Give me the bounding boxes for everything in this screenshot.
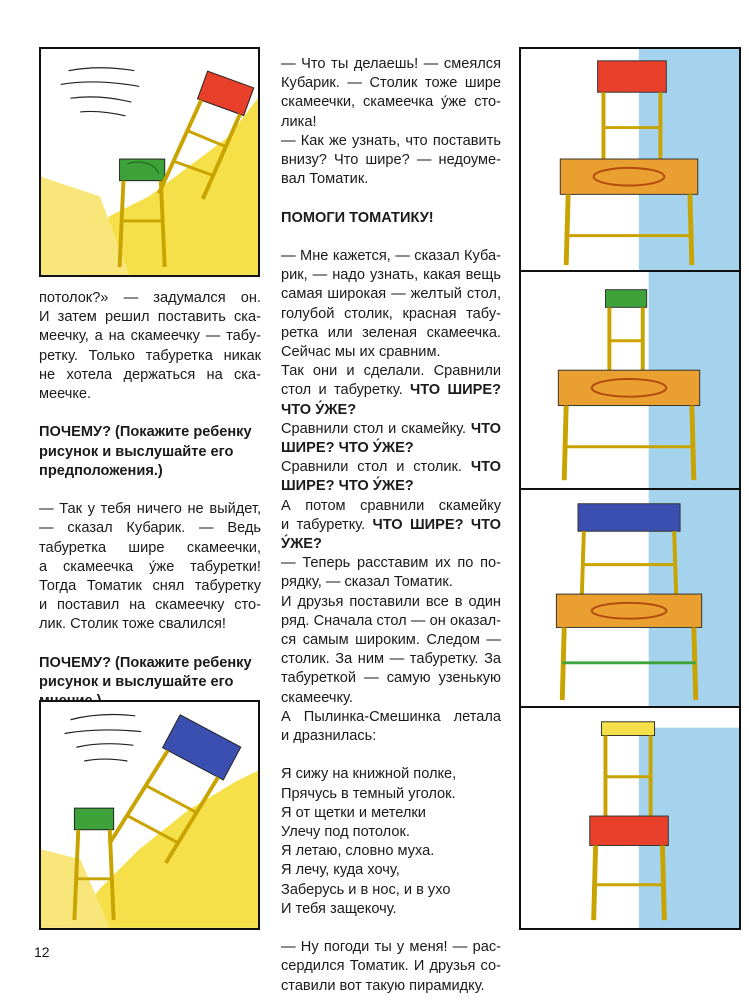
text-line: лика! (281, 113, 317, 130)
illustration-stool-chair-falling (39, 47, 260, 277)
chair-on-chair-scene (521, 708, 739, 928)
text-line: скамеечки, скамеечка у́же сто- (281, 94, 501, 111)
text-line: рик, — надо узнать, какая вещь (281, 267, 501, 284)
text-line: — Как же узнать, что поставить (281, 132, 501, 149)
text-line: ся самым широким. Следом — (281, 632, 501, 649)
speed-lines-icon (61, 68, 140, 116)
question-line: ШИРЕ? ЧТО У́ЖЕ? (281, 440, 414, 457)
text-line (281, 420, 501, 439)
text-line: ряд. Сначала стол — он оказал- (281, 612, 501, 629)
question-line: У́ЖЕ? (281, 536, 322, 553)
poem-line: Я летаю, словно муха. (281, 843, 435, 860)
text-span: и табуретку. (281, 516, 373, 533)
text-line: лик. Столик тоже свалился! (39, 616, 226, 633)
poem-line: Заберусь и в нос, и в ухо (281, 881, 451, 898)
falling-chair-scene (41, 49, 258, 275)
text-line (281, 458, 501, 477)
text-line: ретку. Только табуретка никак (39, 347, 261, 364)
side-table-on-table-scene (521, 490, 739, 706)
text-line: голубой столик, красная табу- (281, 305, 501, 322)
text-line: внизу? Что шире? — недоуме- (281, 152, 501, 169)
question-span: ЧТО ШИРЕ? ЧТО (372, 516, 501, 533)
question-line: рисунок и выслушайте его (39, 674, 234, 691)
left-column-text (39, 289, 261, 711)
text-span: стол и табуретку. (281, 382, 410, 399)
chair-on-table-scene (521, 49, 739, 270)
text-line: Тогда Томатик снял табуретку (39, 578, 261, 595)
poem-line: Я лечу, куда хочу, (281, 862, 400, 879)
text-line: — Теперь расставим их по по- (281, 555, 501, 572)
middle-column-text (281, 55, 501, 996)
question-span: ЧТО ШИРЕ? (409, 382, 501, 399)
falling-blue-chair-scene (41, 702, 258, 928)
panel-chair-on-chair (519, 706, 741, 930)
page-number: 12 (34, 944, 50, 960)
text-line: не хотела держаться на ска- (39, 366, 261, 383)
poem-line: Я сижу на книжной полке, (281, 766, 457, 783)
text-line: и дразнилась: (281, 728, 377, 745)
poem-line: Улечу под потолок. (281, 824, 410, 841)
speed-lines-icon (65, 715, 142, 761)
question-span: ЧТО (470, 420, 501, 437)
text-line: скамеечку. (281, 689, 353, 706)
text-line: табуреткой — самую узенькую (281, 670, 501, 687)
question-line: предположения.) (39, 462, 163, 479)
text-line: вал Томатик. (281, 171, 369, 188)
panel-stool-on-table (519, 270, 741, 490)
text-line: — Что ты делаешь! — смеялся (281, 56, 501, 72)
text-span: Сравнили стол и скамейку. (281, 420, 471, 437)
panel-side-table-on-table (519, 488, 741, 708)
text-line: — Ну погоди ты у меня! — рас- (281, 939, 501, 956)
text-line: Сейчас мы их сравним. (281, 344, 441, 361)
text-line: ретка или зеленая скамеечка. (281, 324, 501, 341)
panel-chair-on-table (519, 47, 741, 272)
text-line (281, 381, 501, 400)
text-line: меечке. (39, 386, 92, 403)
question-line: рисунок и выслушайте его (39, 443, 234, 460)
section-heading: ПОМОГИ ТОМАТИКУ! (281, 209, 434, 226)
text-line: а скамеечка у́же табуретки! (39, 558, 261, 575)
text-line: И друзья поставили все в один (281, 593, 501, 610)
text-line: потолок?» — задумался он. (39, 290, 261, 306)
text-line: сердился Томатик. И друзья со- (281, 958, 501, 975)
question-line: ПОЧЕМУ? (Покажите ребенку (39, 654, 252, 671)
question-line: ПОЧЕМУ? (Покажите ребенку (39, 424, 252, 441)
text-line: самая широкая — желтый стол, (281, 286, 501, 303)
question-line: ЧТО У́ЖЕ? (281, 401, 357, 418)
question-span: ЧТО (470, 459, 501, 476)
text-line: И затем решил поставить ска- (39, 309, 261, 326)
text-line: и поставил на скамеечку сто- (39, 597, 261, 614)
text-line (281, 516, 501, 535)
text-line: А потом сравнили скамейку (281, 497, 501, 514)
illustration-stool-blue-chair-falling (39, 700, 260, 930)
text-line: табуретка шире скамеечки, (39, 539, 261, 556)
poem-line: И тебя защекочу. (281, 900, 397, 917)
question-line: ШИРЕ? ЧТО У́ЖЕ? (281, 478, 414, 495)
poem-line: Прячусь в темный уголок. (281, 785, 456, 802)
text-line: рядку, — сказал Томатик. (281, 574, 453, 591)
text-line: А Пылинка-Смешинка летала (281, 708, 501, 725)
text-line: — сказал Кубарик. — Ведь (39, 520, 261, 537)
text-line: меечку, а на скамеечку — табу- (39, 328, 261, 345)
text-line: Кубарик. — Столик тоже шире (281, 75, 501, 92)
text-line: столик. За ним — табуретку. За (281, 651, 501, 668)
stool-green-seat-icon (605, 290, 646, 371)
stool-on-table-scene (521, 272, 739, 488)
text-line: ставили вот такую пирамидку. (281, 977, 485, 994)
text-line: — Так у тебя ничего не выйдет, (39, 501, 261, 518)
poem-line: Я от щетки и метелки (281, 804, 426, 821)
text-span: Сравнили стол и столик. (281, 459, 471, 476)
text-line: Так они и сделали. Сравнили (281, 363, 501, 380)
text-line: — Мне кажется, — сказал Куба- (281, 248, 501, 264)
